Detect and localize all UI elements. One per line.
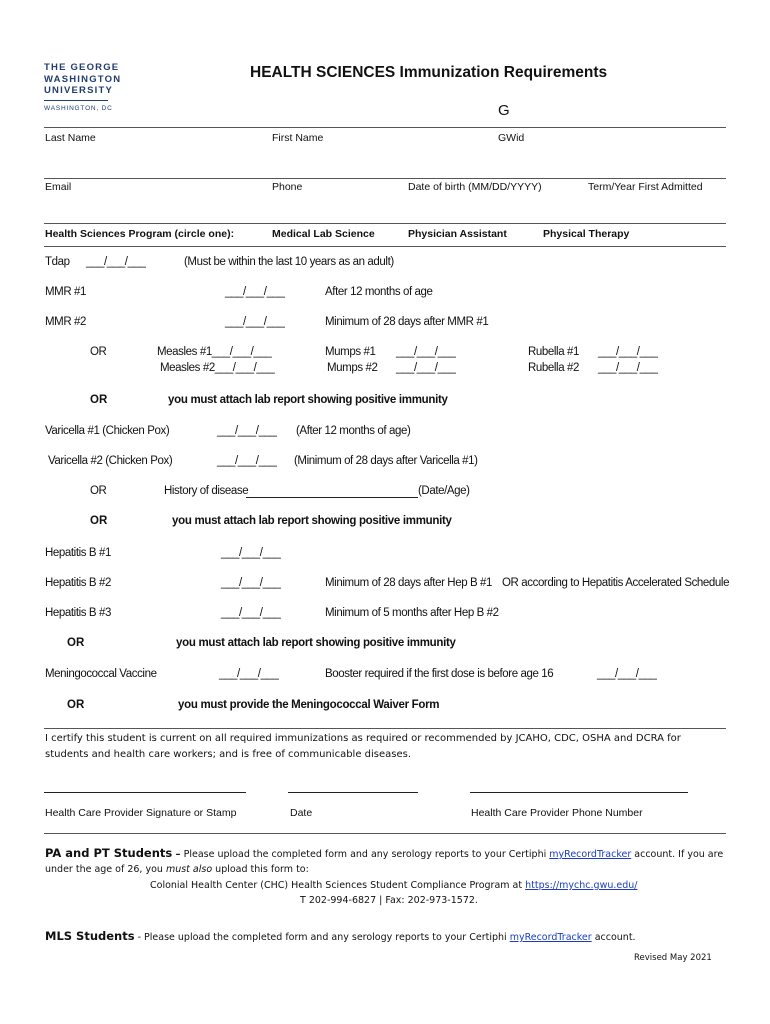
history-note: (Date/Age): [418, 485, 470, 497]
mumps2-label: Mumps #2: [327, 362, 378, 374]
varicella2-date[interactable]: ___/___/___: [217, 455, 277, 467]
mumps1-date[interactable]: ___/___/___: [396, 346, 456, 358]
mumps2-date[interactable]: ___/___/___: [396, 362, 456, 374]
mmr2-date[interactable]: ___/___/___: [225, 316, 285, 328]
mening-label: Meningococcal Vaccine: [45, 668, 157, 680]
program-label: Health Sciences Program (circle one):: [45, 228, 235, 240]
page-title: HEALTH SCIENCES Immunization Requirements: [250, 64, 608, 81]
mmr1-date[interactable]: ___/___/___: [225, 286, 285, 298]
hepb2-date[interactable]: ___/___/___: [221, 577, 281, 589]
rubella2-date[interactable]: ___/___/___: [598, 362, 658, 374]
hepb3-note: Minimum of 5 months after Hep B #2: [325, 607, 499, 619]
chc-phone-fax: T 202-994-6827 | Fax: 202-973-1572.: [300, 895, 478, 906]
logo-line-1: THE GEORGE: [44, 62, 120, 73]
pa-pt-must-also: must also: [165, 864, 213, 875]
or-2: OR: [90, 515, 108, 527]
mls-heading: MLS Students: [45, 929, 135, 943]
dob-label: Date of birth (MM/DD/YYYY): [408, 181, 542, 193]
hepb2-label: Hepatitis B #2: [45, 577, 111, 589]
hepb1-label: Hepatitis B #1: [45, 547, 111, 559]
pa-pt-tracker-link[interactable]: myRecordTracker: [549, 849, 632, 860]
pa-pt-text2: account. If you are: [631, 849, 724, 860]
logo-line-2: WASHINGTON: [44, 73, 122, 85]
or-3: OR: [67, 637, 85, 649]
rubella1-date[interactable]: ___/___/___: [598, 346, 658, 358]
last-name-label: Last Name: [45, 132, 96, 144]
tdap-label: Tdap: [45, 256, 70, 268]
revised-date: Revised May 2021: [634, 953, 712, 963]
pa-pt-heading: PA and PT Students: [45, 846, 173, 860]
measles2[interactable]: Measles #2___/___/___: [160, 362, 275, 374]
program-option-mls[interactable]: Medical Lab Science: [272, 228, 375, 240]
rule-top: [44, 127, 726, 128]
mls-text1: - Please upload the completed form and any serology reports to your Certiphi: [134, 932, 510, 943]
mmr1-label: MMR #1: [45, 286, 87, 298]
mmr2-label: MMR #2: [45, 316, 87, 328]
phone-field[interactable]: [470, 792, 688, 793]
or-4: OR: [67, 699, 85, 711]
varicella1-label: Varicella #1 (Chicken Pox): [45, 425, 170, 437]
chc-text: Colonial Health Center (CHC) Health Sciences Student Compliance Program at: [150, 880, 526, 891]
g-mark: G: [498, 102, 510, 119]
varicella1-note: (After 12 months of age): [296, 425, 411, 437]
tdap-date[interactable]: ___/___/___: [86, 256, 146, 268]
logo-location: WASHINGTON, DC: [44, 104, 113, 112]
or-1: OR: [90, 394, 108, 406]
rule-program-bottom: [44, 246, 726, 247]
varicella2-label: Varicella #2 (Chicken Pox): [48, 455, 173, 467]
sig-date-label: Date: [290, 807, 313, 819]
mumps1-label: Mumps #1: [325, 346, 376, 358]
attach-2: you must attach lab report showing positive immunity: [172, 515, 452, 527]
term-label: Term/Year First Admitted: [588, 181, 703, 193]
varicella1-date[interactable]: ___/___/___: [217, 425, 277, 437]
hepb2-or: OR according to Hepatitis Accelerated Schedule: [502, 577, 730, 589]
program-option-pa[interactable]: Physician Assistant: [408, 228, 507, 240]
mmr1-note: After 12 months of age: [325, 286, 433, 298]
rule-bottom: [44, 833, 726, 834]
mmr2-note: Minimum of 28 days after MMR #1: [325, 316, 489, 328]
mls-line: [45, 929, 636, 943]
pa-pt-line2a: under the age of 26, you: [45, 864, 166, 875]
or-history: OR: [90, 485, 107, 497]
rubella2-label: Rubella #2: [528, 362, 579, 374]
pa-pt-line2b: upload this form to:: [212, 864, 309, 875]
mls-tracker-link[interactable]: myRecordTracker: [509, 932, 592, 943]
hepb3-label: Hepatitis B #3: [45, 607, 111, 619]
logo-line-3: UNIVERSITY: [44, 85, 114, 96]
mening-note: Booster required if the first dose is before age 16: [325, 668, 554, 680]
date-field[interactable]: [288, 792, 418, 793]
logo-rule: [44, 100, 108, 101]
mls-text2: account.: [591, 932, 636, 943]
first-name-label: First Name: [272, 132, 324, 144]
hepb2-note: Minimum of 28 days after Hep B #1: [325, 577, 493, 589]
chc-url-link[interactable]: https://mychc.gwu.edu/: [525, 880, 638, 891]
email-label: Email: [45, 181, 72, 193]
rule-program: [44, 223, 726, 224]
pa-pt-line1: [45, 846, 723, 860]
attach-3: you must attach lab report showing positive immunity: [176, 637, 456, 649]
gwu-logo: [44, 62, 121, 114]
rule-email: [44, 178, 726, 179]
measles1[interactable]: Measles #1___/___/___: [157, 346, 272, 358]
gwid-label: GWid: [498, 132, 525, 144]
rubella1-label: Rubella #1: [528, 346, 579, 358]
varicella2-note: (Minimum of 28 days after Varicella #1): [294, 455, 478, 467]
history-label: History of disease: [164, 485, 249, 497]
hepb3-date[interactable]: ___/___/___: [221, 607, 281, 619]
waiver-text: you must provide the Meningococcal Waiver Form: [178, 699, 440, 711]
hepb1-date[interactable]: ___/___/___: [221, 547, 281, 559]
provider-phone-label: Health Care Provider Phone Number: [471, 807, 643, 819]
tdap-note: (Must be within the last 10 years as an adult): [184, 256, 394, 268]
pa-pt-line3: [150, 880, 637, 891]
history-field[interactable]: [246, 497, 418, 498]
mening-date[interactable]: ___/___/___: [219, 668, 279, 680]
rule-certify: [44, 728, 726, 729]
mening-booster-date[interactable]: ___/___/___: [597, 668, 657, 680]
certify-text: I certify this student is current on all required immunizations as required or recommended by JCAHO, CDC, OSHA and DCRA for students and health care workers; and is free of communicable diseases.: [45, 733, 681, 760]
phone-label: Phone: [272, 181, 303, 193]
signature-label: Health Care Provider Signature or Stamp: [45, 807, 237, 819]
attach-1: you must attach lab report showing positive immunity: [168, 394, 448, 406]
titers-or: OR: [90, 346, 107, 358]
program-option-pt[interactable]: Physical Therapy: [543, 228, 630, 240]
signature-field[interactable]: [44, 792, 246, 793]
pa-pt-dash: –: [172, 849, 184, 860]
pa-pt-text1: Please upload the completed form and any serology reports to your Certiphi: [183, 849, 550, 860]
pa-pt-line2: [45, 864, 309, 875]
